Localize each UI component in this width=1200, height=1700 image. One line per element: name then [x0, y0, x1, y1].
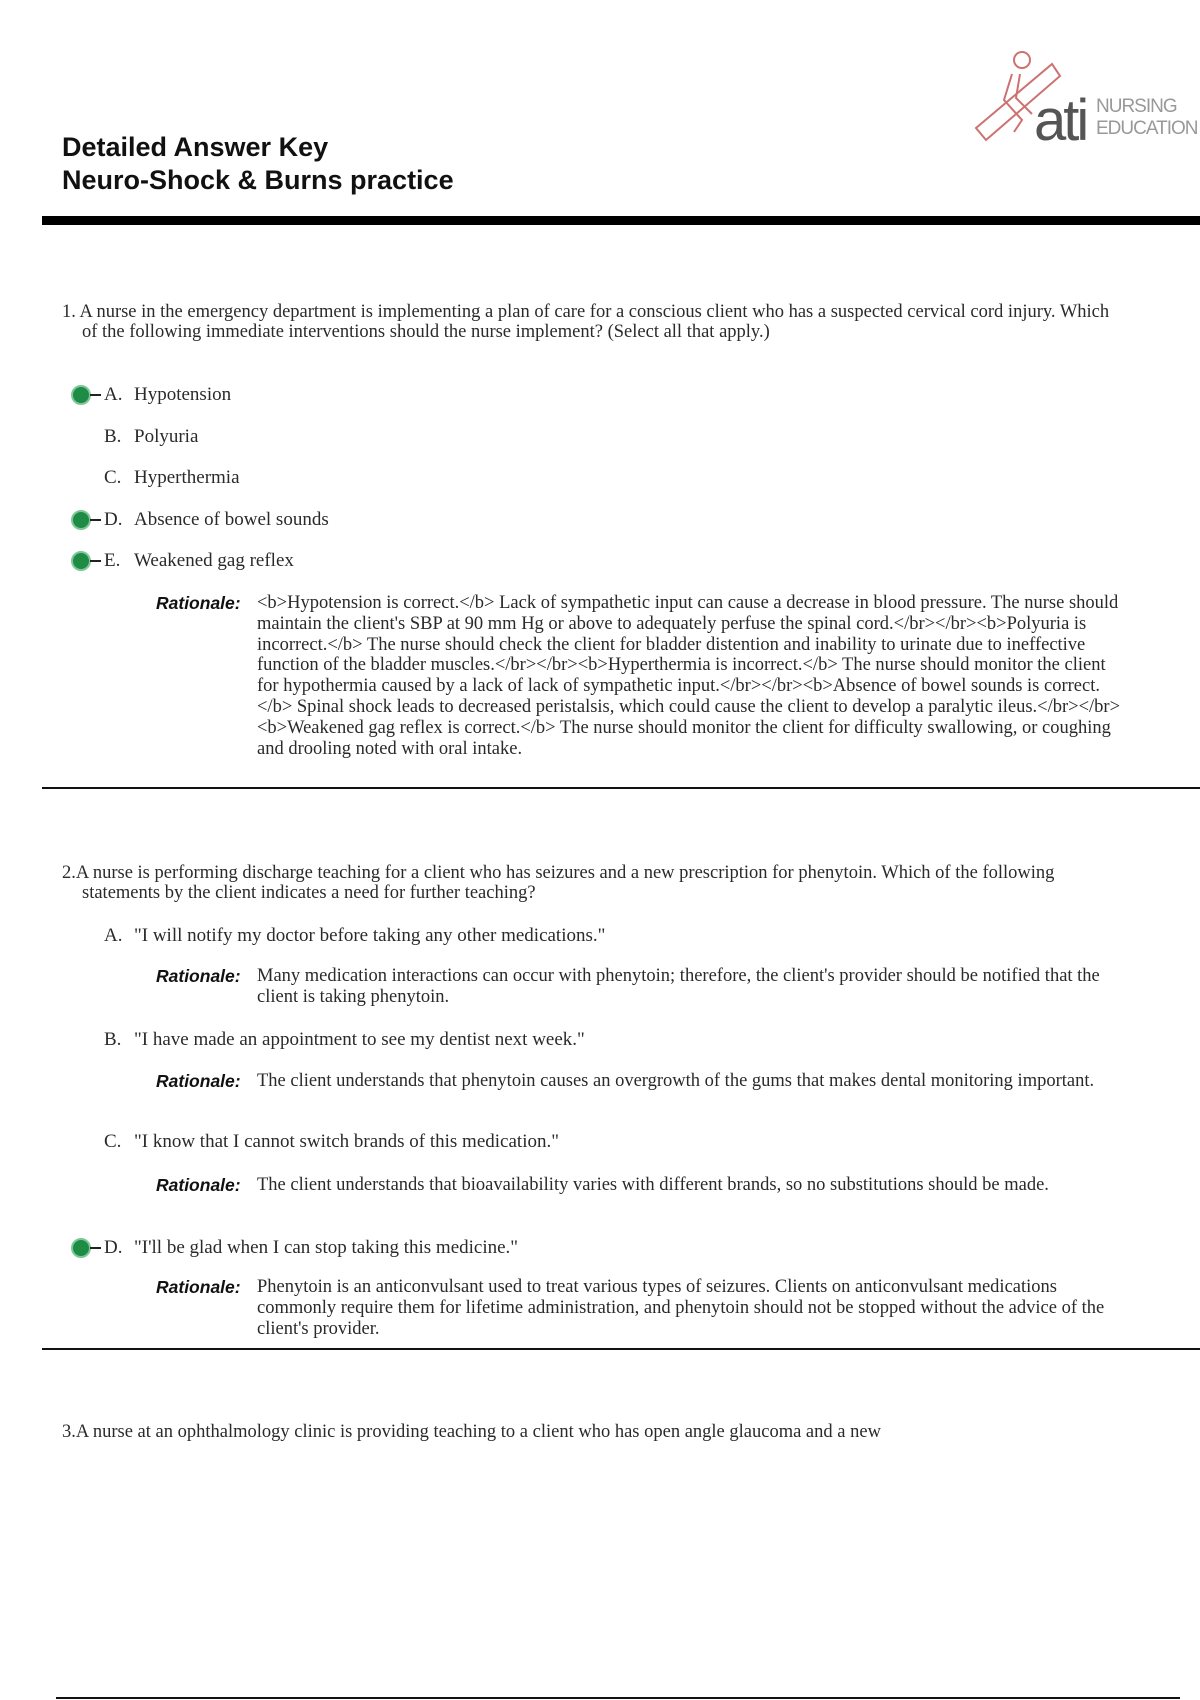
rationale [156, 966, 1126, 1008]
option-a [104, 925, 605, 947]
rationale-text: Phenytoin is an anticonvulsant used to treat various types of seizures. Clients on anticonvulsant medications commonly require them for lifetime administration, and phenytoin should not be stopped without the advice of the client's provider. [257, 1277, 1105, 1339]
rationale-text: The client understands that bioavailability varies with different brands, so no substitutions should be made. [257, 1175, 1049, 1195]
question-3 [62, 1422, 1122, 1442]
page-subtitle: Neuro-Shock & Burns practice [62, 165, 454, 195]
question-2 [62, 863, 1122, 903]
option-text: "I know that I cannot switch brands of this medication." [134, 1131, 559, 1152]
option-text: Hypotension [134, 384, 232, 405]
question-text: A nurse in the emergency department is implementing a plan of care for a conscious client who has a suspected cervical cord injury. Which of the following immediate interventions should the nurse implement? (Select all that apply.) [79, 302, 1110, 342]
rationale [156, 593, 1126, 759]
question-text: A nurse is performing discharge teaching for a client who has seizures and a new prescription for phenytoin. Which of the following statements by the client indicates a need for further teaching? [75, 863, 1055, 903]
option-b [104, 426, 198, 448]
question-text: A nurse at an ophthalmology clinic is providing teaching to a client who has open angle glaucoma and a new [75, 1422, 881, 1442]
svg-text:EDUCATION: EDUCATION [1096, 118, 1197, 139]
option-text: "I have made an appointment to see my dentist next week." [134, 1029, 585, 1050]
option-d [104, 509, 329, 531]
option-letter: C. [104, 1131, 122, 1152]
option-a [104, 384, 231, 406]
rationale-label: Rationale: [156, 593, 241, 613]
option-text: "I will notify my doctor before taking any other medications." [134, 925, 606, 946]
option-letter: D. [104, 509, 123, 530]
option-letter: C. [104, 467, 122, 488]
option-letter: D. [104, 1237, 123, 1258]
option-d [104, 1237, 518, 1259]
question-number: 1. [62, 302, 76, 322]
ati-logo [972, 44, 1197, 154]
option-e [104, 550, 294, 572]
option-text: Polyuria [134, 426, 199, 447]
option-letter: B. [104, 1029, 122, 1050]
page-title: Detailed Answer Key [62, 132, 329, 162]
rationale [156, 1277, 1126, 1339]
rationale-text: The client understands that phenytoin causes an overgrowth of the gums that makes dental monitoring important. [257, 1071, 1095, 1091]
rationale [156, 1071, 1126, 1092]
option-letter: A. [104, 925, 123, 946]
option-b [104, 1029, 585, 1051]
rationale-text: Many medication interactions can occur with phenytoin; therefore, the client's provider should be notified that the client is taking phenytoin. [257, 966, 1100, 1007]
rationale-text: <b>Hypotension is correct.</b> Lack of sympathetic input can cause a decrease in blood pressure. The nurse should maintain the client's SBP at 90 mm Hg or above to adequately perfuse the spinal cord.</br></br><b>Polyuria is incorrect.</b> The nurse should check the client for bladder distention and inability to urinate due to ineffective function of the bladder muscles.</br></br><b>Hyperthermia is incorrect.</b> The nurse should monitor the client for hypothermia caused by a lack of lack of sympathetic input.</br></br><b>Absence of bowel sounds is correct.</b> Spinal shock leads to decreased peristalsis, which could cause the client to develop a paralytic ileus.</br></br><b>Weakened gag reflex is correct.</b> The nurse should monitor the client for difficulty swallowing, or coughing and drooling noted with oral intake. [257, 593, 1120, 759]
svg-text:NURSING: NURSING [1096, 96, 1177, 117]
question-number: 2. [62, 863, 76, 883]
rationale-label: Rationale: [156, 1175, 241, 1195]
correct-answer-icon [68, 509, 108, 531]
option-letter: E. [104, 550, 121, 571]
option-c [104, 1131, 559, 1153]
question-number: 3. [62, 1422, 76, 1442]
option-text: Hyperthermia [134, 467, 240, 488]
option-letter: A. [104, 384, 123, 405]
rationale [156, 1175, 1126, 1196]
correct-answer-icon [68, 550, 108, 572]
svg-text:ati: ati [1034, 88, 1087, 153]
option-c [104, 467, 240, 489]
question-1 [62, 302, 1122, 342]
rationale-label: Rationale: [156, 1277, 241, 1297]
footer-rule [56, 1697, 1180, 1699]
rationale-label: Rationale: [156, 966, 241, 986]
question-divider [42, 787, 1200, 789]
option-text: Absence of bowel sounds [134, 509, 329, 530]
option-letter: B. [104, 426, 122, 447]
correct-answer-icon [68, 1237, 108, 1259]
logo-figure-icon [972, 44, 1197, 154]
option-text: Weakened gag reflex [134, 550, 294, 571]
header-rule [42, 216, 1200, 225]
option-text: "I'll be glad when I can stop taking this medicine." [134, 1237, 519, 1258]
question-divider [42, 1348, 1200, 1350]
rationale-label: Rationale: [156, 1071, 241, 1091]
correct-answer-icon [68, 384, 108, 406]
